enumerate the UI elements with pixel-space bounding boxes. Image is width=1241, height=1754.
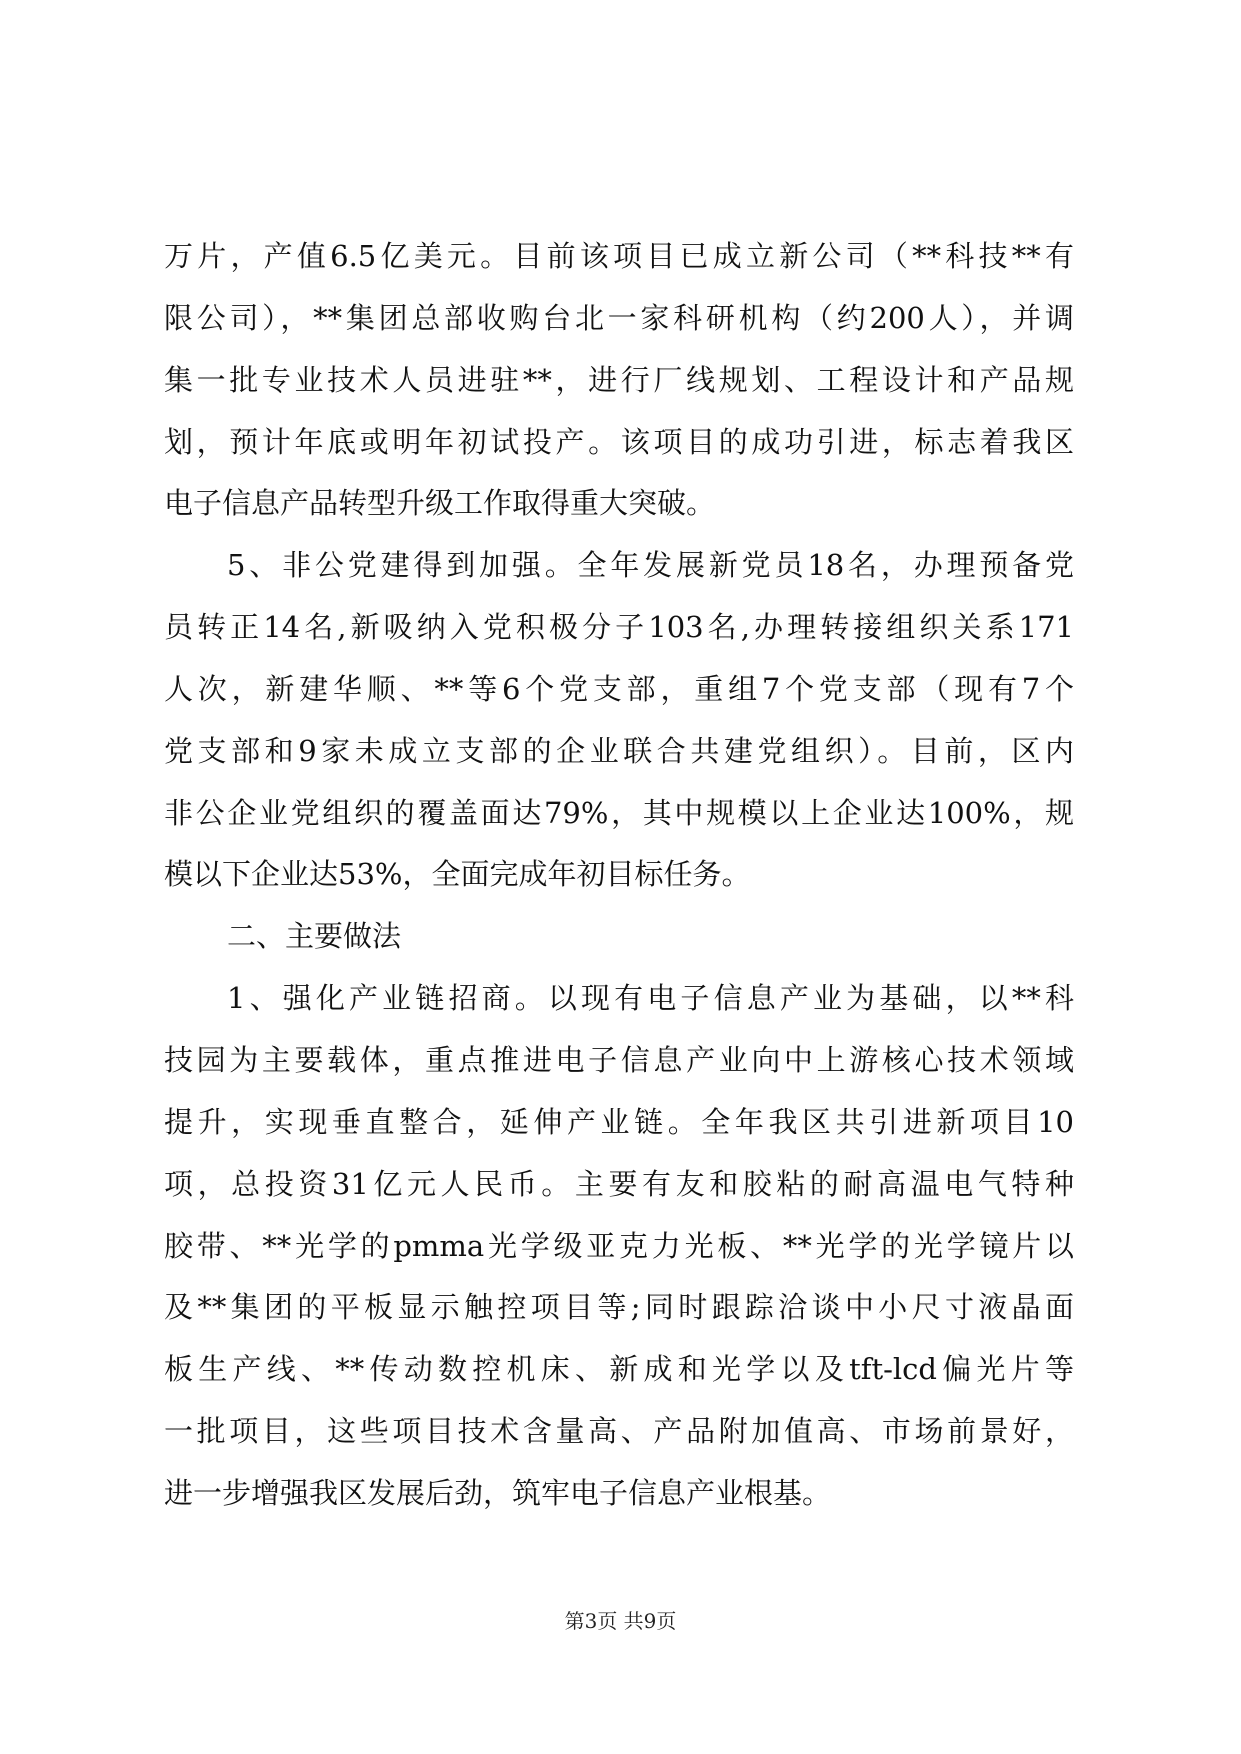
paragraph-industry-chain	[164, 968, 1074, 1525]
body-line: 提升，实现垂直整合，延伸产业链。全年我区共引进新项目10	[164, 1104, 1074, 1139]
body-line: 万片，产值6.5亿美元。目前该项目已成立新公司（**科技**有	[164, 239, 1074, 273]
section-heading-text: 二、主要做法	[227, 919, 402, 954]
body-line: 板生产线、**传动数控机床、新成和光学以及tft-lcd偏光片等	[164, 1352, 1074, 1387]
body-line: 胶带、**光学的pmma光学级亚克力光板、**光学的光学镜片以	[164, 1228, 1074, 1263]
section-heading	[164, 906, 1074, 968]
body-line: 项，总投资31亿元人民币。主要有友和胶粘的耐高温电气特种	[164, 1166, 1074, 1201]
body-line: 及**集团的平板显示触控项目等;同时跟踪洽谈中小尺寸液晶面	[164, 1290, 1074, 1325]
body-line: 1、强化产业链招商。以现有电子信息产业为基础，以**科	[227, 981, 1074, 1016]
body-line: 集一批专业技术人员进驻**，进行厂线规划、工程设计和产品规	[164, 362, 1074, 397]
body-line: 划，预计年底或明年初试投产。该项目的成功引进，标志着我区	[164, 424, 1074, 459]
body-line: 非公企业党组织的覆盖面达79%，其中规模以上企业达100%，规	[164, 795, 1074, 830]
body-line: 技园为主要载体，重点推进电子信息产业向中上游核心技术领域	[164, 1042, 1074, 1077]
paragraph-continued	[164, 226, 1074, 535]
body-line: 限公司），**集团总部收购台北一家科研机构（约200人），并调	[164, 300, 1074, 335]
body-line: 进一步增强我区发展后劲，筑牢电子信息产业根基。	[164, 1475, 832, 1510]
body-line: 员转正14名,新吸纳入党积极分子103名,办理转接组织关系171	[164, 610, 1074, 645]
body-line: 一批项目，这些项目技术含量高、产品附加值高、市场前景好，	[164, 1414, 1074, 1449]
document-body	[164, 226, 1074, 1525]
body-line: 人次，新建华顺、**等6个党支部，重组7个党支部（现有7个	[164, 671, 1074, 706]
body-line: 电子信息产品转型升级工作取得重大突破。	[164, 486, 716, 521]
body-line: 党支部和9家未成立支部的企业联合共建党组织）。目前，区内	[164, 733, 1074, 768]
body-line: 模以下企业达53%，全面完成年初目标任务。	[164, 857, 751, 892]
paragraph-party-building	[164, 535, 1074, 906]
page-footer: 第3页 共9页	[564, 1609, 677, 1633]
body-line: 5、非公党建得到加强。全年发展新党员18名，办理预备党	[227, 548, 1074, 583]
